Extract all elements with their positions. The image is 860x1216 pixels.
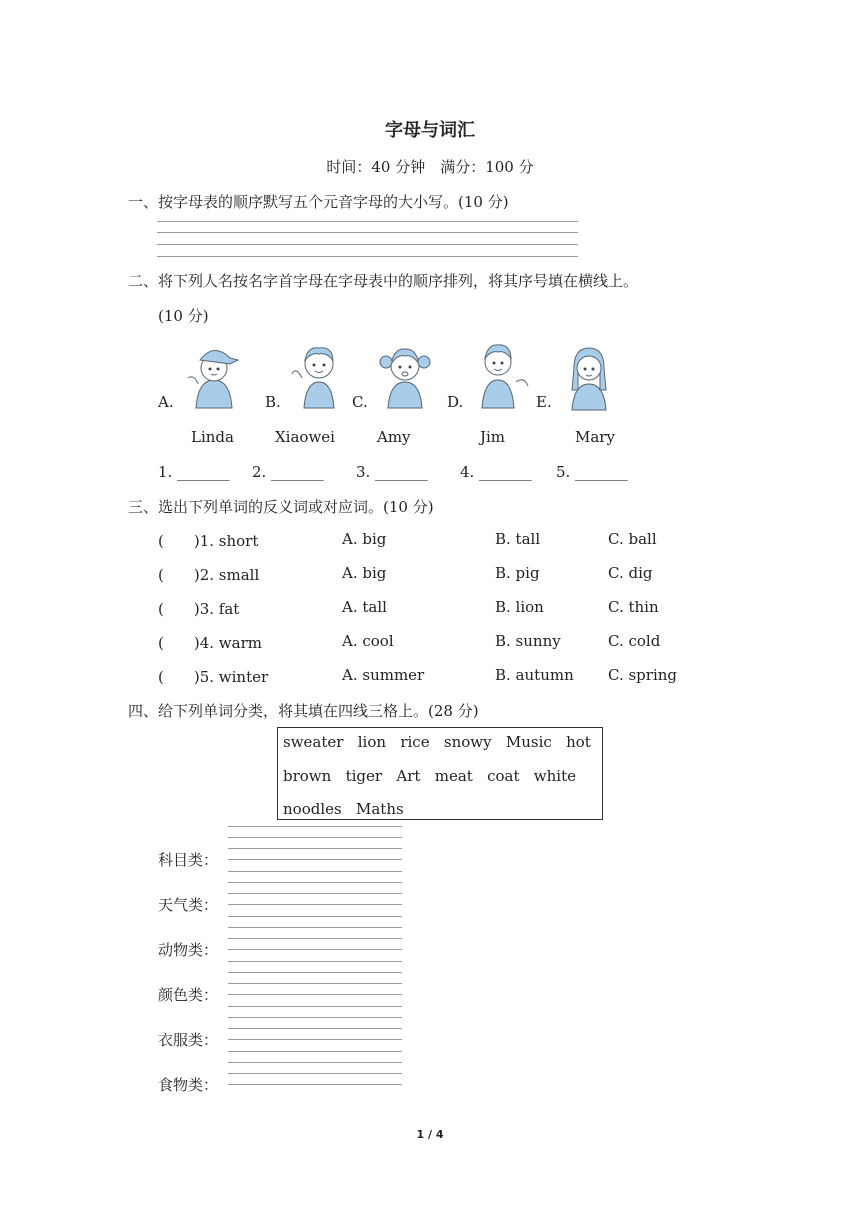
four-line-rule (228, 949, 402, 950)
girl-linda-image (180, 338, 248, 410)
name-jim: Jim (480, 428, 506, 446)
four-line-rule (228, 1017, 402, 1018)
q3-item-2-stem[interactable]: ( )2. small (158, 566, 260, 584)
q3-item-3-option-b: B. lion (495, 598, 544, 616)
word-bank-box (277, 727, 603, 820)
category-clothes-label: 衣服类： (158, 1031, 219, 1049)
four-line-rule (228, 871, 402, 872)
q3-item-2-option-a: A. big (342, 564, 387, 582)
four-line-rule (228, 1006, 402, 1007)
category-animals-label: 动物类： (158, 941, 219, 959)
question-4-prompt: 四、给下列单词分类，将其填在四线三格上。(28 分) (128, 702, 479, 720)
q3-item-1-option-b: B. tall (495, 530, 541, 548)
four-line-rule (228, 904, 402, 905)
q3-item-2-option-c: C. dig (608, 564, 653, 582)
word-bank-line-3: noodles Maths (283, 800, 404, 818)
question-2-prompt: 二、将下列人名按名字首字母在字母表中的顺序排列，将其序号填在横线上。 (128, 272, 639, 290)
question-1-prompt: 一、按字母表的顺序默写五个元音字母的大小写。(10 分) (128, 193, 509, 211)
exam-info: 时间：40 分钟 满分：100 分 (326, 158, 534, 176)
four-line-rule (228, 972, 402, 973)
option-letter-b: B. (265, 393, 281, 411)
four-line-rule (228, 848, 402, 849)
question-2-score: (10 分) (158, 307, 209, 325)
q3-item-3-option-c: C. thin (608, 598, 659, 616)
q3-item-4-stem[interactable]: ( )4. warm (158, 634, 262, 652)
four-line-rule (228, 1028, 402, 1029)
option-letter-e: E. (536, 393, 552, 411)
four-line-rule (228, 893, 402, 894)
four-line-rule (228, 1073, 402, 1074)
answer-blank-5[interactable]: 5. _______ (556, 463, 628, 481)
page-number: 1 / 4 (416, 1128, 444, 1141)
q3-item-5-option-b: B. autumn (495, 666, 574, 684)
four-line-rule (228, 1062, 402, 1063)
page-title: 字母与词汇 (385, 120, 475, 141)
q3-item-3-option-a: A. tall (342, 598, 387, 616)
q3-item-4-option-c: C. cold (608, 632, 661, 650)
boy-jim-image (468, 336, 532, 410)
q3-item-5-option-a: A. summer (342, 666, 425, 684)
four-line-rule (228, 927, 402, 928)
boy-xiaowei-image (288, 338, 350, 410)
four-line-rule (228, 1039, 402, 1040)
answer-blank-4[interactable]: 4. _______ (460, 463, 532, 481)
name-xiaowei: Xiaowei (275, 428, 335, 446)
four-line-rule (228, 859, 402, 860)
four-line-rule (228, 1084, 402, 1085)
word-bank-line-1: sweater lion rice snowy Music hot (283, 733, 591, 751)
q3-item-2-option-b: B. pig (495, 564, 540, 582)
category-colors-label: 颜色类： (158, 986, 219, 1004)
q3-item-1-stem[interactable]: ( )1. short (158, 532, 259, 550)
girl-amy-image (372, 338, 438, 410)
name-amy: Amy (377, 428, 411, 446)
q3-item-3-stem[interactable]: ( )3. fat (158, 600, 240, 618)
name-mary: Mary (575, 428, 615, 446)
category-subjects-label: 科目类： (158, 851, 219, 869)
girl-mary-image (556, 340, 622, 412)
four-line-rule (228, 961, 402, 962)
q3-item-5-stem[interactable]: ( )5. winter (158, 668, 269, 686)
category-weather-label: 天气类： (158, 896, 219, 914)
question-3-prompt: 三、选出下列单词的反义词或对应词。(10 分) (128, 498, 434, 516)
answer-blank-2[interactable]: 2. _______ (252, 463, 324, 481)
four-line-rule (228, 882, 402, 883)
four-line-rule (228, 938, 402, 939)
four-line-rule (228, 826, 402, 827)
four-line-rule (228, 916, 402, 917)
answer-blank-1[interactable]: 1. _______ (158, 463, 230, 481)
name-linda: Linda (191, 428, 234, 446)
q3-item-4-option-a: A. cool (342, 632, 394, 650)
q3-item-4-option-b: B. sunny (495, 632, 561, 650)
q3-item-5-option-c: C. spring (608, 666, 678, 684)
four-line-rule (228, 994, 402, 995)
option-letter-c: C. (352, 393, 368, 411)
word-bank-line-2: brown tiger Art meat coat white (283, 767, 577, 785)
option-letter-a: A. (158, 393, 174, 411)
q3-item-1-option-a: A. big (342, 530, 387, 548)
four-line-rule (228, 1051, 402, 1052)
option-letter-d: D. (447, 393, 464, 411)
four-line-rule (228, 983, 402, 984)
category-food-label: 食物类： (158, 1076, 219, 1094)
q3-item-1-option-c: C. ball (608, 530, 657, 548)
four-line-rule (228, 837, 402, 838)
answer-blank-3[interactable]: 3. _______ (356, 463, 428, 481)
